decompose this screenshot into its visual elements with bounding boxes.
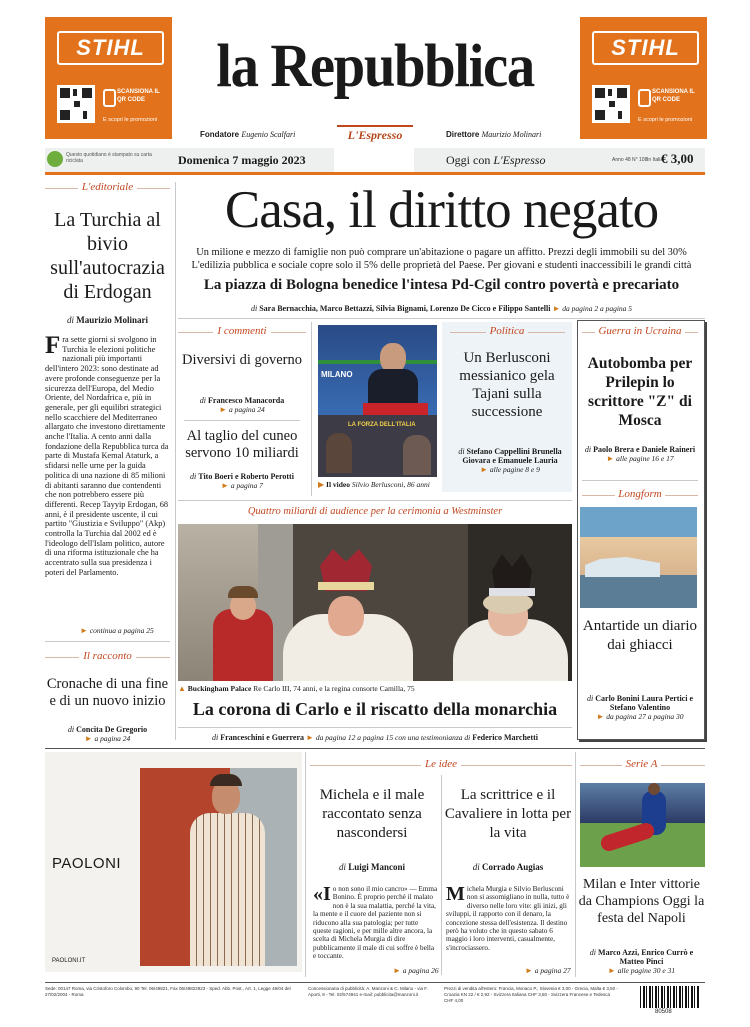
section-racconto: Il racconto <box>45 650 170 662</box>
founder-label: Fondatore <box>200 130 240 139</box>
eco-text: Questo quotidiano è stampato su carta riciclata <box>66 152 152 164</box>
espresso-tab <box>334 148 414 172</box>
lead-byline: di Sara Bernacchia, Marco Bettazzi, Silvia Bignami, Lorenzo De Cicco e Filippo Santelli ► da pagina 2 a pagina 5 <box>250 304 633 313</box>
comment-2-byline: di Tito Boeri e Roberto Perotti ► a pagina 7 <box>190 472 294 490</box>
barcode-number: 80508 <box>655 1009 672 1015</box>
recycle-icon <box>47 151 63 167</box>
racconto-headline[interactable]: Cronache di una fine e di un nuovo inizio <box>46 676 169 709</box>
stihl-ad-left[interactable] <box>45 17 172 139</box>
footer-col2: Concessionaria di pubblicità: A. Manzoni & C. Milano - via F. Aporti, 8 - Tel. 02/574941 e-mail: pubblicita@manzoni.it <box>308 986 428 997</box>
idee-2-headline[interactable]: La scrittrice e il Cavaliere in lotta per la vita <box>444 787 572 841</box>
berlusconi-photo[interactable] <box>318 325 437 477</box>
seriea-photo[interactable] <box>580 783 705 867</box>
politica-video-caption[interactable]: ▶ Il video Silvio Berlusconi, 86 anni <box>318 480 430 489</box>
section-ucraina: Guerra in Ucraina <box>577 325 703 337</box>
supplement-line <box>446 153 545 168</box>
editorial-headline[interactable]: La Turchia al bivio sull'autocrazia di Erdogan <box>50 209 165 303</box>
section-idee: Le idee <box>308 758 574 770</box>
antarctica-photo[interactable] <box>580 507 697 608</box>
director-name: Maurizio Molinari <box>481 130 542 139</box>
paoloni-logo: PAOLONI <box>52 855 122 872</box>
section-longform: Longform <box>577 488 703 500</box>
year-tag: Anno 48 N° 108 <box>612 157 648 163</box>
date: Domenica 7 maggio 2023 <box>178 153 306 167</box>
barcode <box>640 986 700 1008</box>
espresso-logo[interactable]: L'Espresso <box>337 125 413 143</box>
coronation-photo[interactable] <box>178 524 572 681</box>
longform-byline: di Carlo Bonini Laura Pertici e Stefano Valentino ► da pagina 27 a pagina 30 <box>587 694 693 721</box>
coronation-headline[interactable]: La corona di Carlo e il riscatto della monarchia <box>192 699 558 719</box>
editorial-author: Maurizio Molinari <box>76 315 148 325</box>
director-label: Direttore <box>446 130 480 139</box>
stihl-scan-text: SCANSIONA IL QR CODE <box>117 89 160 103</box>
longform-headline[interactable]: Antartide un diario dai ghiacci <box>582 618 698 653</box>
idee-2-byline: di Corrado Augias <box>472 862 544 872</box>
coronation-kicker: Quattro miliardi di audience per la cerimonia a Westminster <box>247 506 503 517</box>
politica-byline: di Stefano Cappellini Brunella Giovara e Emanuele Lauria ► alle pagine 8 e 9 <box>458 447 562 474</box>
stihl-promo-text: E scopri le promozioni <box>638 117 693 123</box>
phone-icon <box>638 89 651 107</box>
racconto-byline: di Concita De Gregorio ► a pagina 24 <box>67 725 148 743</box>
lead-standfirst: Un milione e mezzo di famiglie non può comprare un'abitazione o pagare un affitto. Prezzi degli immobili su del 30% L'edilizia pubblica e sociale copre solo il 5% delle proprietà del Paese. Per giovani e studenti inaccessibili le grandi città <box>191 247 692 271</box>
editorial-continue[interactable]: ► continua a pagina 25 <box>80 626 154 635</box>
section-editoriale: L'editoriale <box>45 181 170 193</box>
paoloni-photo <box>140 768 297 966</box>
idee-1-headline[interactable]: Michela e il male raccontato senza nascondersi <box>319 787 425 841</box>
comment-1-headline[interactable]: Diversivi di governo <box>181 352 302 368</box>
section-seriea: Serie A <box>578 758 705 770</box>
politica-headline[interactable]: Un Berlusconi messianico gela Tajani sulla successione <box>459 350 555 420</box>
ucraina-byline: di Paolo Brera e Daniele Raineri ► alle pagine 16 e 17 <box>584 445 696 463</box>
idee-1-byline: di Luigi Manconi <box>338 862 406 872</box>
idee-2-body: Michela Murgia e Silvio Berlusconi non si assomigliano in nulla, tutto è diverso nelle loro vite: gli inizi, gli sviluppi, il rapporto con il denaro, la concezione stessa dell'esistenza. Il destino però ha voluto che in questo sabato 6 maggio i loro interventi, casualmente, s'incrociassero. <box>446 885 570 952</box>
lead-subhead[interactable]: La piazza di Bologna benedice l'intesa Pd-Cgil contro povertà e precariato <box>203 277 680 293</box>
stihl-logo: STIHL <box>592 31 699 65</box>
stihl-promo-text: E scopri le promozioni <box>103 117 158 123</box>
editorial-body: Fra sette giorni si svolgono in Turchia le elezioni politiche nazionali più importanti dell'intero 2023: sono destinate ad avere profonde conseguenze per la sicurezza dell'Europa, del Medio Oriente, del Nordafrica e, più in generale, per gli equilibri strategici nello scacchiere del Mediterraneo allargato che investono direttamente anche l'Italia. A cento anni dalla fondazione della Repubblica turca da parte di Mustafa Kemal Ataturk, a sfidarsi nelle urne per la guida politica di una nazione di 85 milioni di abitanti saranno due contendenti che non potrebbero essere più differenti. Recep Tayyip Erdogan, 68 anni, è il presidente uscente, il cui partito "Giustizia e Sviluppo" (Akp) controlla la Turchia dal 2002 ed è l'ideologo dell'Islam politico, autore di una riforma istituzionale che ha accentrato sulla sua presidenza i poteri del Parlamento. <box>45 335 169 577</box>
qr-code-icon <box>592 85 630 123</box>
paoloni-url: PAOLONI.IT <box>52 958 86 964</box>
qr-code-icon <box>57 85 95 123</box>
footer-col1: Sede: 00147 Roma, via Cristoforo Colombo, 90 Tel. 06/49821, Fax 06/49822923 - Sped. Abb. Post., Art. 1, Legge 46/04 del 27/02/2004 - Roma <box>45 986 291 997</box>
lead-headline[interactable]: Casa, il diritto negato <box>224 181 659 239</box>
idee-1-ref[interactable]: ► a pagina 26 <box>393 966 439 975</box>
footer-col3: Prezzi di vendita all'estero: Francia, Monaco P., Slovenia € 3,00 - Grecia, Malta € 3,50 - Croazia KN 22 / € 2,92 - Svizzera Italiana CHF 3,50 - Svizzera Francese e Tedesca CHF 4,00 <box>444 986 618 1003</box>
stihl-ad-right[interactable] <box>580 17 707 139</box>
seriea-byline: di Marco Azzi, Enrico Currò e Matteo Pinci ► alle pagine 30 e 31 <box>589 948 694 975</box>
masthead-title[interactable]: la Repubblica <box>216 33 534 100</box>
comment-1-byline: di Francesco Manacorda ► a pagina 24 <box>199 396 285 414</box>
supplement-name: L'Espresso <box>493 153 546 167</box>
editorial-byline: di Maurizio Molinari <box>66 315 148 325</box>
seriea-headline[interactable]: Milan e Inter vittorie da Champions Oggi la festa del Napoli <box>578 877 705 926</box>
comment-2-headline[interactable]: Al taglio del cuneo servono 10 miliardi <box>185 428 299 461</box>
photo-banner: MILANO <box>321 370 353 379</box>
stihl-logo: STIHL <box>57 31 164 65</box>
ucraina-headline[interactable]: Autobomba per Prilepin lo scrittore "Z" di Mosca <box>587 355 693 429</box>
founder-name: Eugenio Scalfari <box>241 130 296 139</box>
idee-2-ref[interactable]: ► a pagina 27 <box>525 966 571 975</box>
date-line <box>178 153 306 168</box>
italy-label: In Italia <box>647 157 664 163</box>
dropcap: «I <box>313 885 331 905</box>
founder-line <box>200 130 295 139</box>
director-line <box>446 130 541 139</box>
price: € 3,00 <box>661 151 694 166</box>
supplement-label: Oggi con <box>446 153 491 167</box>
section-commenti: I commenti <box>178 325 306 337</box>
dropcap: F <box>45 335 61 359</box>
section-politica: Politica <box>442 325 572 337</box>
dropcap: M <box>446 885 465 905</box>
stihl-scan-text: SCANSIONA IL QR CODE <box>652 89 695 103</box>
idee-1-body: «Io non sono il mio cancro» — Emma Bonino. È proprio perché il malato non è la sua malattia, perché la vita, la mente e il cuore del paziente non si riducono alla sua patologia; per tutte queste ragioni, e per mille altre ancora, la scelta di Michela Murgia di dire pubblicamente il male di cui soffre è bella e toccante. <box>313 885 438 961</box>
phone-icon <box>103 89 116 107</box>
photo-slogan: LA FORZA DELL'ITALIA <box>348 422 416 428</box>
coronation-byline: di Franceschini e Guerrera ► da pagina 12 a pagina 15 con una testimonianza di Federico Marchetti <box>211 733 539 742</box>
coronation-caption: ▲ Buckingham Palace Re Carlo III, 74 anni, e la regina consorte Camilla, 75 <box>178 684 415 693</box>
